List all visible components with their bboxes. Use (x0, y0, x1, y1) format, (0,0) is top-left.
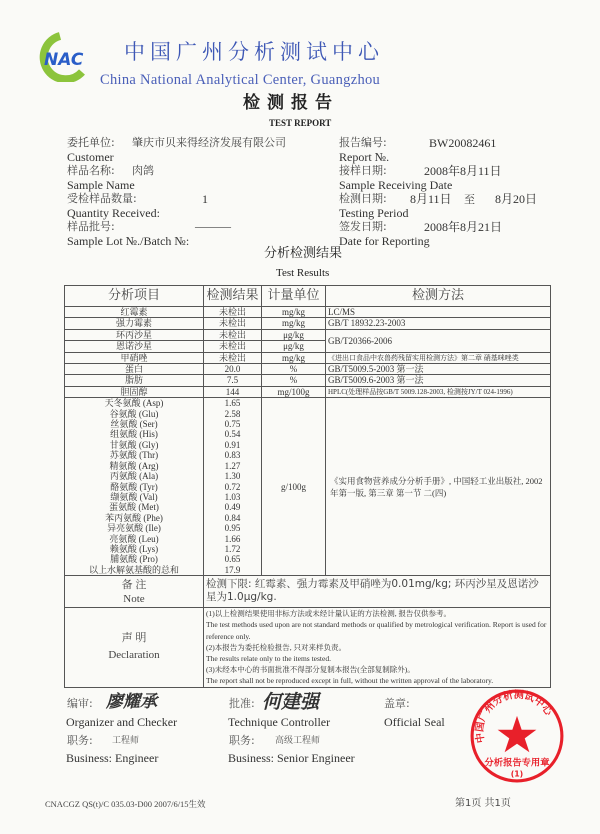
header-item: 分析项目 (65, 286, 204, 307)
lot-label-cn: 样品批号: (67, 220, 115, 233)
table-header (65, 286, 551, 307)
unit-cell: mg/kg (262, 352, 326, 363)
declaration-line: The results relate only to the items tested. (206, 653, 331, 663)
method-cell: LC/MS (326, 307, 551, 318)
controller-title-cn: 高级工程师 (275, 735, 321, 746)
seal-label-cn: 盖章: (384, 696, 410, 710)
result-cell: 17.9 (204, 565, 262, 576)
result-cell: 未检出 (204, 318, 262, 329)
item-cell: 精氨酸 (Arg) (65, 461, 204, 471)
sample-name-label-cn: 样品名称: (67, 164, 115, 177)
org-name-en: China National Analytical Center, Guangzhou (100, 72, 381, 88)
table-row (65, 318, 551, 329)
results-title-cn: 分析检测结果 (264, 246, 343, 261)
org-name-cn: 中国广州分析测试中心 (124, 40, 384, 64)
item-cell: 恩诺沙星 (65, 341, 204, 352)
checker-title-label: 职务: (67, 733, 93, 747)
svg-text:中国广州分析测试中心: 中国广州分析测试中心 (474, 689, 554, 744)
item-cell: 天冬氨酸 (Asp) (65, 398, 204, 409)
testing-to-word: 至 (464, 193, 475, 206)
reporting-label-cn: 签发日期: (339, 220, 387, 233)
svg-text:(1): (1) (510, 768, 524, 778)
item-cell: 赖氨酸 (Lys) (65, 544, 204, 554)
method-cell: GB/T20366-2006 (326, 329, 551, 352)
result-cell: 未检出 (204, 352, 262, 363)
method-cell: GB/T5009.6-2003 第一法 (326, 375, 551, 386)
unit-cell: mg/kg (262, 318, 326, 329)
lot-value: ——— (195, 219, 231, 233)
result-cell: 1.03 (204, 492, 262, 502)
amino-method-cell: 《实用食物营养成分分析手册》, 中国轻工业出版社, 2002年第一版, 第三章 第一节 二(四) (326, 398, 551, 576)
declaration-line: (3)未经本中心的书面批准不得部分复制本报告(全部复制除外)。 (206, 665, 415, 675)
checker-title-en: Business: Engineer (66, 750, 159, 765)
result-cell: 7.5 (204, 375, 262, 386)
report-title-cn: 检测报告 (243, 93, 339, 113)
report-title-en: TEST REPORT (269, 118, 332, 128)
result-cell: 144 (204, 386, 262, 397)
testing-label-cn: 检测日期: (339, 192, 387, 205)
results-and-signatures (64, 285, 554, 778)
lot-label-en: Sample Lot №./Batch №: (67, 234, 190, 248)
item-cell: 丙氨酸 (Ala) (65, 471, 204, 481)
item-cell: 脯氨酸 (Pro) (65, 554, 204, 564)
results-table (64, 285, 551, 688)
header-method: 检测方法 (326, 286, 551, 307)
result-cell: 0.65 (204, 554, 262, 564)
declaration-line: (1)以上检测结果使用非标方法或未经计量认证的方法检测, 报告仅供参考。 (206, 609, 451, 619)
declaration-label-en: Declaration (108, 649, 160, 662)
controller-title-label: 职务: (229, 733, 255, 747)
item-cell: 亮氨酸 (Leu) (65, 534, 204, 544)
result-cell: 0.83 (204, 450, 262, 460)
item-cell: 酪氨酸 (Tyr) (65, 482, 204, 492)
item-cell: 异亮氨酸 (Ile) (65, 523, 204, 533)
result-cell: 1.72 (204, 544, 262, 554)
table-row (65, 364, 551, 375)
controller-title-en: Business: Senior Engineer (228, 750, 355, 765)
declaration-line: The report shall not be reproduced except in full, without the written approval of the laboratory. (206, 676, 494, 686)
seal-label-en: Official Seal (384, 714, 445, 729)
checker-title-cn: 工程师 (112, 735, 140, 746)
amino-acid-row (65, 398, 551, 409)
page-number: 第1页 共1页 (455, 798, 511, 809)
item-cell: 胆固醇 (65, 386, 204, 397)
item-cell: 以上水解氨基酸的总和 (65, 565, 204, 576)
method-cell: GB/T5009.5-2003 第一法 (326, 364, 551, 375)
note-label (65, 576, 204, 608)
result-cell: 0.54 (204, 429, 262, 439)
table-row (65, 352, 551, 363)
item-cell: 脂肪 (65, 375, 204, 386)
item-cell: 红霉素 (65, 307, 204, 318)
official-seal-stamp (469, 688, 565, 784)
receiving-label-en: Sample Receiving Date (339, 178, 453, 192)
method-cell: HPLC(处理样品按GB/T 5009.128-2003, 检测按JY/T 024-1996) (326, 386, 551, 397)
item-cell: 组氨酸 (His) (65, 429, 204, 439)
results-title-en: Test Results (276, 267, 330, 279)
unit-cell: mg/100g (262, 386, 326, 397)
testing-from: 8月11日 (410, 192, 452, 206)
svg-text:NAC: NAC (44, 50, 84, 70)
item-cell: 蛋氨酸 (Met) (65, 502, 204, 512)
quantity-label-en: Quantity Received: (67, 206, 160, 220)
declaration-text (204, 608, 551, 687)
customer-label-en: Customer (67, 150, 114, 164)
item-cell: 苯丙氨酸 (Phe) (65, 513, 204, 523)
result-cell: 1.30 (204, 471, 262, 481)
result-cell: 未检出 (204, 329, 262, 340)
svg-text:分析报告专用章: 分析报告专用章 (484, 756, 550, 768)
header-unit: 计量单位 (262, 286, 326, 307)
unit-cell: % (262, 375, 326, 386)
signature-block (64, 689, 554, 778)
result-cell: 0.72 (204, 482, 262, 492)
amino-unit-cell: g/100g (262, 398, 326, 576)
item-cell: 苏氨酸 (Thr) (65, 450, 204, 460)
reporting-value: 2008年8月21日 (424, 220, 503, 234)
header-result: 检测结果 (204, 286, 262, 307)
checker-signature: 廖耀承 (106, 691, 157, 712)
note-label-en: Note (123, 592, 145, 605)
result-cell: 0.84 (204, 513, 262, 523)
result-cell: 2.58 (204, 409, 262, 419)
nac-logo (30, 32, 92, 82)
form-code: CNACGZ QS(t)/C 035.03-D00 2007/6/15生效 (45, 799, 206, 809)
table-row (65, 375, 551, 386)
item-cell: 缬氨酸 (Val) (65, 492, 204, 502)
table-row (65, 307, 551, 318)
report-no-label-cn: 报告编号: (339, 136, 387, 149)
item-cell: 谷氨酸 (Glu) (65, 409, 204, 419)
declaration-label-cn: 声 明 (121, 632, 147, 645)
result-cell: 0.91 (204, 440, 262, 450)
receiving-value: 2008年8月11日 (424, 164, 502, 178)
customer-value: 肇庆市贝来得经济发展有限公司 (132, 136, 286, 149)
unit-cell: μg/kg (262, 341, 326, 352)
method-cell: GB/T 18932.23-2003 (326, 318, 551, 329)
checker-label-cn: 编审: (67, 696, 93, 710)
controller-label-en: Technique Controller (228, 714, 331, 729)
result-cell: 1.27 (204, 461, 262, 471)
result-cell: 未检出 (204, 341, 262, 352)
result-cell: 未检出 (204, 307, 262, 318)
quantity-value: 1 (202, 192, 208, 206)
result-cell: 0.95 (204, 523, 262, 533)
table-row (65, 329, 551, 340)
unit-cell: μg/kg (262, 329, 326, 340)
item-cell: 甲硝唑 (65, 352, 204, 363)
testing-to: 8月20日 (495, 192, 538, 206)
declaration-label (65, 608, 204, 687)
result-cell: 20.0 (204, 364, 262, 375)
result-cell: 1.66 (204, 534, 262, 544)
item-cell: 强力霉素 (65, 318, 204, 329)
report-no-label-en: Report №. (339, 150, 390, 164)
declaration-line: The test methods used upon are not standard methods or qualified by metrological verification. Report is used for reference only. (206, 620, 547, 641)
result-cell: 0.49 (204, 502, 262, 512)
declaration-line: (2)本报告为委托检验报告, 只对来样负责。 (206, 642, 346, 652)
unit-cell: mg/kg (262, 307, 326, 318)
note-label-cn: 备 注 (121, 578, 147, 591)
quantity-label-cn: 受检样品数量: (67, 192, 137, 205)
method-cell: 《进出口食品中农兽药残留实用检测方法》第二章 硝基咪唑类 (326, 352, 551, 363)
report-no-value: BW20082461 (429, 136, 497, 150)
note-row (65, 576, 551, 608)
item-cell: 甘氨酸 (Gly) (65, 440, 204, 450)
reporting-label-en: Date for Reporting (339, 234, 430, 248)
item-cell: 蛋白 (65, 364, 204, 375)
item-cell: 丝氨酸 (Ser) (65, 419, 204, 429)
unit-cell: % (262, 364, 326, 375)
testing-label-en: Testing Period (339, 206, 409, 220)
sample-name-value: 肉鸽 (132, 164, 154, 177)
table-row (65, 386, 551, 397)
receiving-label-cn: 接样日期: (339, 164, 387, 177)
result-cell: 0.75 (204, 419, 262, 429)
customer-label-cn: 委托单位: (67, 136, 115, 149)
result-cell: 1.65 (204, 398, 262, 409)
declaration-row (65, 608, 551, 687)
controller-signature: 何建强 (262, 690, 320, 713)
item-cell: 环丙沙星 (65, 329, 204, 340)
sample-name-label-en: Sample Name (67, 178, 135, 192)
note-text: 检测下限: 红霉素、强力霉素及甲硝唑为0.01mg/kg; 环丙沙星及恩诺沙星为1.0μg/kg. (204, 576, 551, 608)
controller-label-cn: 批准: (229, 696, 255, 710)
amino-acid-rows (65, 398, 551, 576)
checker-label-en: Organizer and Checker (66, 714, 178, 729)
